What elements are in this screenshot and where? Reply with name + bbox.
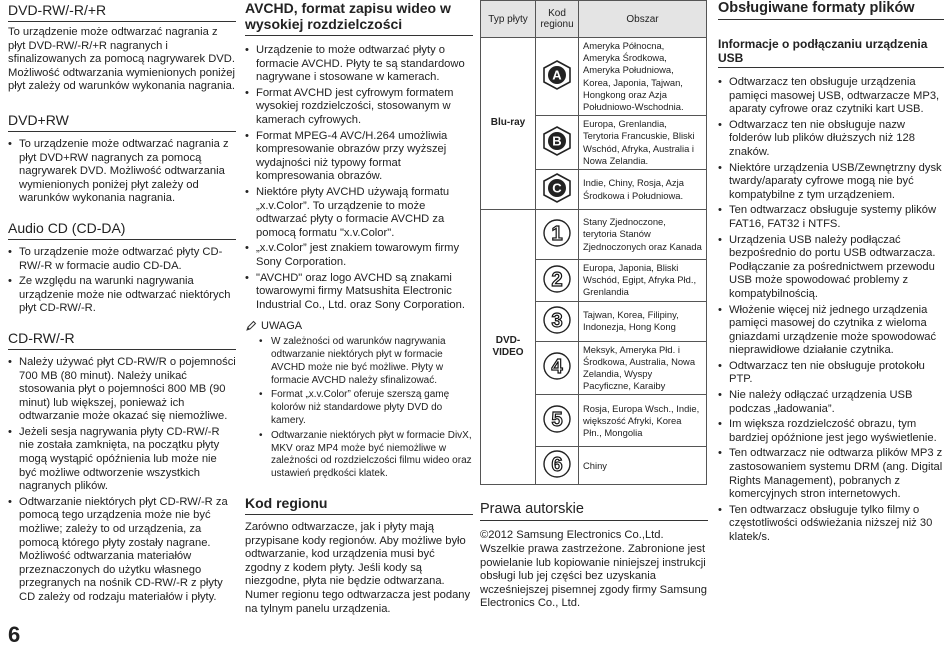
globe-region-5-icon — [542, 404, 572, 434]
usb-info-list — [718, 76, 944, 545]
section-title-dvd-plus-rw: DVD+RW — [8, 112, 236, 132]
region-area: Europa, Grenlandia, Terytoria Francuskie, Bliski Wschód, Afryka, Australia i Nowa Zelandia. — [579, 116, 707, 170]
list-item: • Urządzenia USB należy podłączać bezpośrednio do portu USB odtwarzacza. Podłączanie za pośrednictwem przewodu USB może spowodować problemy z kompatybilnością. — [718, 234, 944, 302]
list-item: • Jeżeli sesja nagrywania płyty CD-RW/-R nie została zamknięta, na początku płyty mogą wystąpić opóźnienia lub może nie być możliwe odtworzenie wszystkich nagranych plików. — [8, 426, 236, 494]
list-item: • Niektóre płyty AVCHD używają formatu „x.v.Color”. To urządzenie to może odtwarzać płyty o formacie AVCHD za pomocą formatu "x.v.Color". — [245, 186, 473, 240]
globe-region-2-icon — [542, 264, 572, 294]
note-list — [245, 336, 473, 481]
region-area: Meksyk, Ameryka Płd. i Środkowa, Australia, Nowa Zelandia, Wyspy Pacyficzne, Karaiby — [579, 341, 707, 395]
region-area: Stany Zjednoczone, terytoria Stanów Zjednoczonych oraz Kanada — [579, 210, 707, 260]
region-code-cell — [536, 210, 579, 260]
copyright-text: ©2012 Samsung Electronics Co.,Ltd. Wszelkie prawa zastrzeżone. Zabronione jest powielanie lub kopiowanie niniejszej instrukcji obsługi lub jej części bez uzyskania wcześniejszej pisemnej zgody firmy Samsung Electronics Co., Ltd. — [480, 529, 707, 610]
globe-region-4-icon — [542, 351, 572, 381]
list-item: • W zależności od warunków nagrywania odtwarzanie niektórych płyt w formacie AVCHD może nie być możliwe. Płyty w formacie AVCHD należy sfinalizować. — [245, 336, 473, 387]
region-code-cell — [536, 301, 579, 341]
section-title-region-code: Kod regionu — [245, 495, 473, 515]
disc-type-dvd: DVD-VIDEO — [481, 210, 536, 485]
list-item: • Włożenie więcej niż jednego urządzenia pamięci masowej do czytnika z wieloma gniazdami urządzenie może spowodować nieprawidłowe działanie czytnika. — [718, 304, 944, 358]
region-code-label: 1 — [551, 222, 563, 245]
region-code-label: 4 — [551, 356, 563, 379]
list-item: • Urządzenie to może odtwarzać płyty o formacie AVCHD. Płyty te są standardowo nagrywane i stosowane w kamerach. — [245, 44, 473, 85]
section-title-avchd: AVCHD, format zapisu wideo w wysokiej rozdzielczości — [245, 0, 473, 36]
list-item: • Im większa rozdzielczość obrazu, tym bardziej opóźnione jest jego wyświetlenie. — [718, 418, 944, 445]
list-item: • "AVCHD" oraz logo AVCHD są znakami towarowymi firmy Matsushita Electronic Industrial Co., Ltd. oraz Sony Corporation. — [245, 272, 473, 313]
list-item: • Odtwarzacz ten nie obsługuje nazw folderów lub plików dłuższych niż 128 znaków. — [718, 119, 944, 160]
column-2 — [245, 0, 473, 616]
list-item: • Ten odtwarzacz nie odtwarza plików MP3 z zastosowaniem systemu DRM (ang. Digital Rights Management), pobranych z komercyjnych stron internetowych. — [718, 447, 944, 501]
region-code-cell — [536, 260, 579, 302]
list-item: • Odtwarzacz ten nie obsługuje protokołu PTP. — [718, 360, 944, 387]
region-code-cell — [536, 116, 579, 170]
bluray-region-b-icon — [542, 126, 572, 156]
disc-type-bluray: Blu-ray — [481, 38, 536, 210]
region-code-label: 5 — [551, 409, 563, 432]
region-code-label: 2 — [551, 268, 563, 291]
header-region-code: Kod regionu — [536, 1, 579, 38]
list-item: • „x.v.Color” jest znakiem towarowym firmy Sony Corporation. — [245, 242, 473, 269]
globe-region-6-icon — [542, 449, 572, 479]
bluray-region-a-icon — [542, 60, 572, 90]
region-code-cell — [536, 447, 579, 485]
globe-region-3-icon — [542, 305, 572, 335]
subsection-title-usb: Informacje o podłączaniu urządzenia USB — [718, 37, 944, 68]
list-item: • Odtwarzacz ten obsługuje urządzenia pamięci masowej USB, odtwarzacze MP3, aparaty cyfrowe oraz czytniki kart USB. — [718, 76, 944, 117]
list-item: • Nie należy odłączać urządzenia USB podczas „ładowania”. — [718, 389, 944, 416]
list-item: • To urządzenie może odtwarzać nagrania z płyt DVD+RW nagranych za pomocą nagrywarek DVD. Możliwość odtwarzania wymienionych poniżej płyt zależy od warunków wykonania nagrania. — [8, 138, 236, 206]
avchd-list — [245, 44, 473, 312]
region-code-table — [480, 0, 707, 485]
globe-region-1-icon — [542, 218, 572, 248]
dvd-rw-text: To urządzenie może odtwarzać nagrania z płyt DVD-RW/-R/+R nagranych i sfinalizowanych za pomocą nagrywarek DVD. Możliwość odtwarzania wymienionych poniżej płyt zależy od warunków wykonania nagrania. — [8, 26, 235, 93]
list-item: • Odtwarzanie niektórych płyt CD-RW/-R za pomocą tego urządzenia może nie być możliwe; zależy to od urządzenia, za pomocą którego płyty zostały nagrane. Możliwość odtwarzania materiałów przeznaczonych do użytku własnego przegranych na nośnik CD-RW/-R z płyty CD zależy od rodzaju materiałów i płyty. — [8, 496, 236, 605]
list-item: • Ze względu na warunki nagrywania urządzenie może nie odtwarzać niektórych płyt CD-RW/-R. — [8, 275, 236, 316]
page-number: 6 — [8, 622, 21, 647]
region-code-label: C — [552, 180, 562, 196]
region-code-label: A — [552, 67, 562, 83]
dvd-plus-rw-list — [8, 138, 236, 206]
list-item: • Niektóre urządzenia USB/Zewnętrzny dysk twardy/aparaty cyfrowe mogą nie być kompatybilne z tym urządzeniem. — [718, 162, 944, 203]
note-heading — [245, 320, 473, 332]
pencil-icon — [245, 320, 257, 332]
list-item: • Format MPEG-4 AVC/H.264 umożliwia kompresowanie obrazów przy wyższej wydajności niż typowy format kompresowania obrazów. — [245, 130, 473, 184]
region-area: Chiny — [579, 447, 707, 485]
region-code-label: 6 — [551, 454, 563, 477]
region-code-cell — [536, 341, 579, 395]
region-code-cell — [536, 170, 579, 210]
list-item: • Odtwarzanie niektórych płyt w formacie DivX, MKV oraz MP4 może być niemożliwe w zależności od rozdzielczości filmu wideo oraz ustawień prędkości klatek. — [245, 430, 473, 481]
region-area: Tajwan, Korea, Filipiny, Indonezja, Hong Kong — [579, 301, 707, 341]
region-area: Europa, Japonia, Bliski Wschód, Egipt, Afryka Płd., Grenlandia — [579, 260, 707, 302]
audio-cd-list — [8, 246, 236, 316]
list-item: • To urządzenie może odtwarzać płyty CD-RW/-R w formacie audio CD-DA. — [8, 246, 236, 273]
column-4 — [718, 0, 944, 547]
table-header-row — [481, 1, 707, 38]
table-row — [481, 210, 707, 260]
region-code-cell — [536, 395, 579, 447]
region-code-text: Zarówno odtwarzacze, jak i płyty mają przypisane kody regionów. Aby możliwe było odtwarzanie, kod urządzenia musi być zgodny z kodem płyty. Jeśli kody są niezgodne, płyta nie będzie odtwarzana. Numer regionu tego odtwarzacza jest podany na tylnym panelu urządzenia. — [245, 521, 471, 615]
header-area: Obszar — [579, 1, 707, 38]
list-item: • Format „x.v.Color” oferuje szerszą gamę kolorów niż standardowe płyty DVD do kamery. — [245, 389, 473, 427]
region-area: Ameryka Północna, Ameryka Środkowa, Ameryka Południowa, Korea, Japonia, Tajwan, Hongkong oraz Azja Południowo-Wschodnia. — [579, 38, 707, 116]
region-code-label: 3 — [551, 309, 563, 332]
note-label: UWAGA — [261, 320, 303, 333]
region-area: Indie, Chiny, Rosja, Azja Środkowa i Południowa. — [579, 170, 707, 210]
section-title-copyright: Prawa autorskie — [480, 501, 708, 521]
list-item: • Format AVCHD jest cyfrowym formatem wysokiej rozdzielczości, stosowanym w kamerach cyfrowych. — [245, 87, 473, 128]
region-code-label: B — [552, 133, 562, 149]
region-code-cell — [536, 38, 579, 116]
region-area: Rosja, Europa Wsch., Indie, większość Afryki, Korea Płn., Mongolia — [579, 395, 707, 447]
section-title-dvd-rw: DVD-RW/-R/+R — [8, 2, 236, 22]
column-3 — [480, 0, 708, 611]
list-item: • Należy używać płyt CD-RW/R o pojemności 700 MB (80 minut). Należy unikać stosowania płyt o pojemności 800 MB (90 minut) lub większej, ponieważ ich odtwarzanie może okazać się niemożliwe. — [8, 356, 236, 424]
header-disc-type: Typ płyty — [481, 1, 536, 38]
column-1 — [8, 0, 236, 607]
cd-rw-list — [8, 356, 236, 605]
section-title-cd-rw: CD-RW/-R — [8, 330, 236, 350]
list-item: • Ten odtwarzacz obsługuje tylko filmy o częstotliwości odświeżania niższej niż 30 klatek/s. — [718, 504, 944, 545]
section-title-supported-formats: Obsługiwane formaty plików — [718, 0, 944, 20]
list-item: • Ten odtwarzacz obsługuje systemy plików FAT16, FAT32 i NTFS. — [718, 204, 944, 231]
bluray-region-c-icon — [542, 173, 572, 203]
section-title-audio-cd: Audio CD (CD-DA) — [8, 220, 236, 240]
table-row — [481, 38, 707, 116]
